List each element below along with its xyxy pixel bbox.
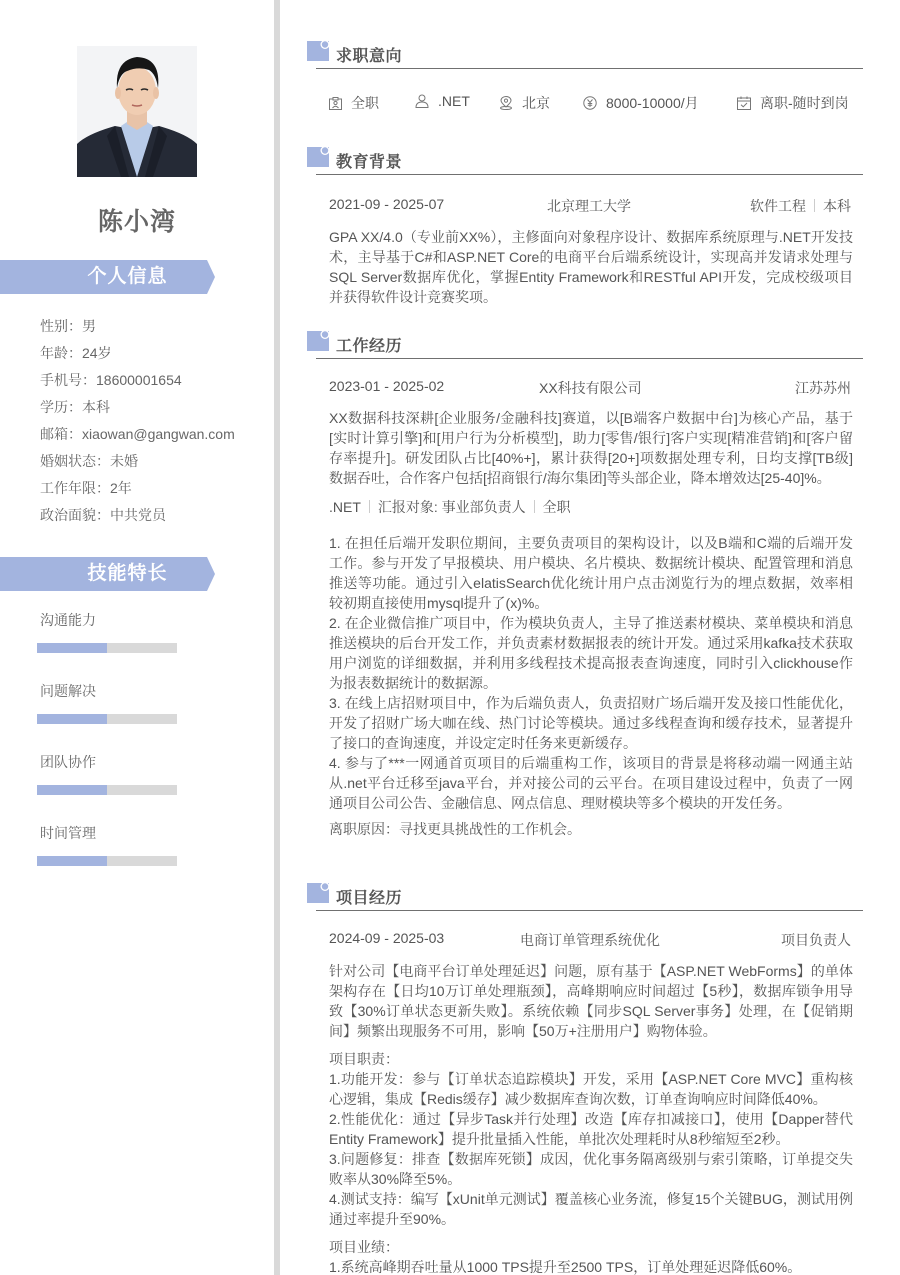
- id-badge-icon: [329, 97, 342, 110]
- education-description: GPA XX/4.0（专业前XX%），主修面向对象程序设计、数据库系统原理与.NET开发技术，主导基于C#和ASP.NET Core的电商平台后端系统设计，实现高并发请求处理与SQL Server数据库优化，掌握Entity Framework和RESTful API开发，完成校级项目并获得软件设计竞赛奖项。: [329, 229, 853, 305]
- skill-item: [40, 821, 96, 892]
- skill-bar-fill: [37, 856, 107, 866]
- section-title: 求职意向: [336, 48, 403, 65]
- calendar-check-icon: [737, 96, 751, 110]
- education-major-degree: [750, 196, 851, 216]
- skill-bar: [37, 714, 177, 724]
- skill-bar-fill: [37, 714, 107, 724]
- education-degree: 本科: [823, 198, 851, 214]
- leave-reason: 离职原因：寻找更具挑战性的工作机会。: [329, 821, 581, 837]
- section-marker-icon: [307, 883, 329, 903]
- skills-list: [40, 608, 96, 892]
- separator: [534, 500, 535, 513]
- section-header: [307, 41, 863, 71]
- education-period: 2021-09 - 2025-07: [329, 196, 445, 212]
- skill-name: 团队协作: [40, 754, 96, 770]
- section-marker-icon: [307, 331, 329, 351]
- intent-position-value: .NET: [438, 93, 470, 109]
- section-work: [307, 331, 863, 839]
- yuan-coin-icon: [583, 96, 597, 110]
- section-title: 工作经历: [336, 338, 403, 355]
- work-duty: 3. 在线上店招财项目中，作为后端负责人，负责招财广场后端开发及接口性能优化，开发了招财广场大咖在线、热门讨论等模块。通过多线程查询和缓存技术，显著提升了接口的查询速度，并设定定时任务来更新缓存。: [329, 695, 853, 751]
- intent-job-type: [329, 93, 379, 113]
- education-school: 北京理工大学: [547, 198, 631, 214]
- info-gender: 性别：男: [40, 318, 96, 334]
- section-rule: [316, 358, 863, 359]
- skill-name: 问题解决: [40, 683, 96, 699]
- intent-availability-value: 离职-随时到岗: [760, 95, 849, 111]
- skill-name: 沟通能力: [40, 612, 96, 628]
- section-title: 教育背景: [336, 154, 403, 171]
- intent-position: [415, 93, 470, 109]
- work-tag-tech: .NET: [329, 499, 361, 515]
- separator: [814, 199, 815, 212]
- separator: [369, 500, 370, 513]
- project-duty: 2.性能优化：通过【异步Task并行处理】改造【库存扣减接口】，使用【Dapper替代Entity Framework】提升批量插入性能，单批次处理耗时从8秒缩短至2秒。: [329, 1111, 853, 1147]
- user-icon: [415, 94, 429, 108]
- info-email: 邮箱：xiaowan@gangwan.com: [40, 426, 235, 442]
- portrait-image: [77, 46, 197, 177]
- section-projects: [307, 883, 863, 1275]
- work-duty: 1. 在担任后端开发职位期间，主要负责项目的架构设计，以及B端和C端的后端开发工作。参与开发了早报模块、用户模块、名片模块、数据统计模块、配置管理和消息推送等功能。通过引入elatisSearch优化统计用户点击浏览行为的埋点数据，效率相较初期直接使用mysql提升了(x)%。: [329, 535, 853, 611]
- info-marital-status: 婚姻状态：未婚: [40, 453, 138, 469]
- project-period: 2024-09 - 2025-03: [329, 930, 445, 946]
- intent-city-value: 北京: [522, 95, 550, 111]
- work-tag-report-to: 汇报对象: 事业部负责人: [377, 499, 526, 515]
- skill-item: [40, 679, 96, 750]
- sidebar-divider: [274, 0, 280, 1275]
- work-entry-header: [329, 378, 851, 398]
- skill-bar: [37, 856, 177, 866]
- work-duty: 2. 在企业微信推广项目中，作为模块负责人，主导了推送素材模块、菜单模块和消息推送模块的后台开发工作，并负责素材数据报表的统计开发。通过采用kafka技术获取用户浏览的详细数据，并利用多线程技术提高报表查询速度，同时引入clickhouse作为报表数据统计的数据源。: [329, 615, 853, 691]
- project-duty: 3.问题修复：排查【数据库死锁】成因，优化事务隔离级别与索引策略，订单提交失败率从30%降至5%。: [329, 1151, 853, 1187]
- section-education: [307, 147, 863, 307]
- project-name: 电商订单管理系统优化: [520, 932, 660, 948]
- section-header: [307, 883, 863, 913]
- work-location: 江苏苏州: [795, 380, 851, 396]
- project-entry-header: [329, 930, 851, 950]
- section-rule: [316, 68, 863, 69]
- education-major: 软件工程: [750, 198, 806, 214]
- section-job-intent: [307, 41, 863, 71]
- location-pin-icon: [499, 96, 513, 110]
- intent-city: [499, 93, 550, 113]
- info-phone: 手机号：18600001654: [40, 372, 182, 388]
- section-rule: [316, 910, 863, 911]
- intent-job-type-value: 全职: [351, 95, 379, 111]
- intent-salary: [583, 93, 699, 113]
- section-title: 项目经历: [336, 890, 403, 907]
- section-header: [307, 331, 863, 361]
- education-entry-header: [329, 196, 851, 216]
- work-tag-type: 全职: [542, 499, 571, 515]
- skill-item: [40, 750, 96, 821]
- project-results-title: 项目业绩：: [329, 1239, 399, 1255]
- work-duty: 4. 参与了***一网通首页项目的后端重构工作，该项目的背景是将移动端一网通主站从.net平台迁移至java平台，并对接公司的云平台。在项目建设过程中，负责了一网通项目公司公告、金融信息、网点信息、理财模块等多个模块的开发任务。: [329, 755, 853, 811]
- section-rule: [316, 174, 863, 175]
- project-role: 项目负责人: [781, 932, 851, 948]
- company-intro: XX数据科技深耕[企业服务/金融科技]赛道，以[B端客户数据中台]为核心产品，基于[实时计算引擎]和[用户行为分析模型]，助力[零售/银行]客户实现[精准营销]和[客户留存率提升]。研发团队占比[40%+]，累计获得[20+]项数据处理专利，日均支撑[TB级]数据吞吐，合作客户包括[招商银行/海尔集团]等头部企业，降本增效达[25-40]%。: [329, 410, 853, 486]
- info-age: 年龄：24岁: [40, 345, 112, 361]
- profile-photo: [77, 46, 197, 177]
- skill-bar-fill: [37, 643, 107, 653]
- personal-info-list: [40, 313, 235, 529]
- info-work-years: 工作年限：2年: [40, 480, 132, 496]
- skill-bar: [37, 785, 177, 795]
- project-duty: 1.功能开发：参与【订单状态追踪模块】开发，采用【ASP.NET Core MVC】重构核心逻辑，集成【Redis缓存】减少数据库查询次数，订单查询响应时间降低40%。: [329, 1071, 853, 1107]
- project-result: 1.系统高峰期吞吐量从1000 TPS提升至2500 TPS，订单处理延迟降低60%。: [329, 1259, 802, 1275]
- work-tags: [329, 497, 863, 517]
- personal-info-heading: 个人信息: [87, 266, 168, 287]
- info-education: 学历：本科: [40, 399, 110, 415]
- intent-availability: [737, 93, 849, 113]
- intent-salary-value: 8000-10000/月: [606, 95, 699, 111]
- work-period: 2023-01 - 2025-02: [329, 378, 445, 394]
- project-duty: 4.测试支持：编写【xUnit单元测试】覆盖核心业务流，修复15个关键BUG，测试用例通过率提升至90%。: [329, 1191, 853, 1227]
- skill-bar-fill: [37, 785, 107, 795]
- info-political-status: 政治面貌：中共党员: [40, 507, 166, 523]
- section-marker-icon: [307, 147, 329, 167]
- section-marker-icon: [307, 41, 329, 61]
- skill-bar: [37, 643, 177, 653]
- sidebar: [0, 0, 274, 1275]
- section-header: [307, 147, 863, 177]
- skill-item: [40, 608, 96, 679]
- skill-name: 时间管理: [40, 825, 96, 841]
- work-company: XX科技有限公司: [539, 380, 642, 396]
- project-duties-title: 项目职责：: [329, 1051, 399, 1067]
- candidate-name: 陈小湾: [97, 208, 176, 236]
- skills-heading: 技能特长: [87, 563, 168, 584]
- project-background: 针对公司【电商平台订单处理延迟】问题，原有基于【ASP.NET WebForms】的单体架构存在【日均10万订单处理瓶颈】，高峰期响应时间超过【5秒】，数据库锁争用导致【30%订单状态更新失败】。系统依赖【同步SQL Server事务】处理，在【促销期间】频繁出现服务不可用，影响【50万+注册用户】购物体验。: [329, 963, 853, 1039]
